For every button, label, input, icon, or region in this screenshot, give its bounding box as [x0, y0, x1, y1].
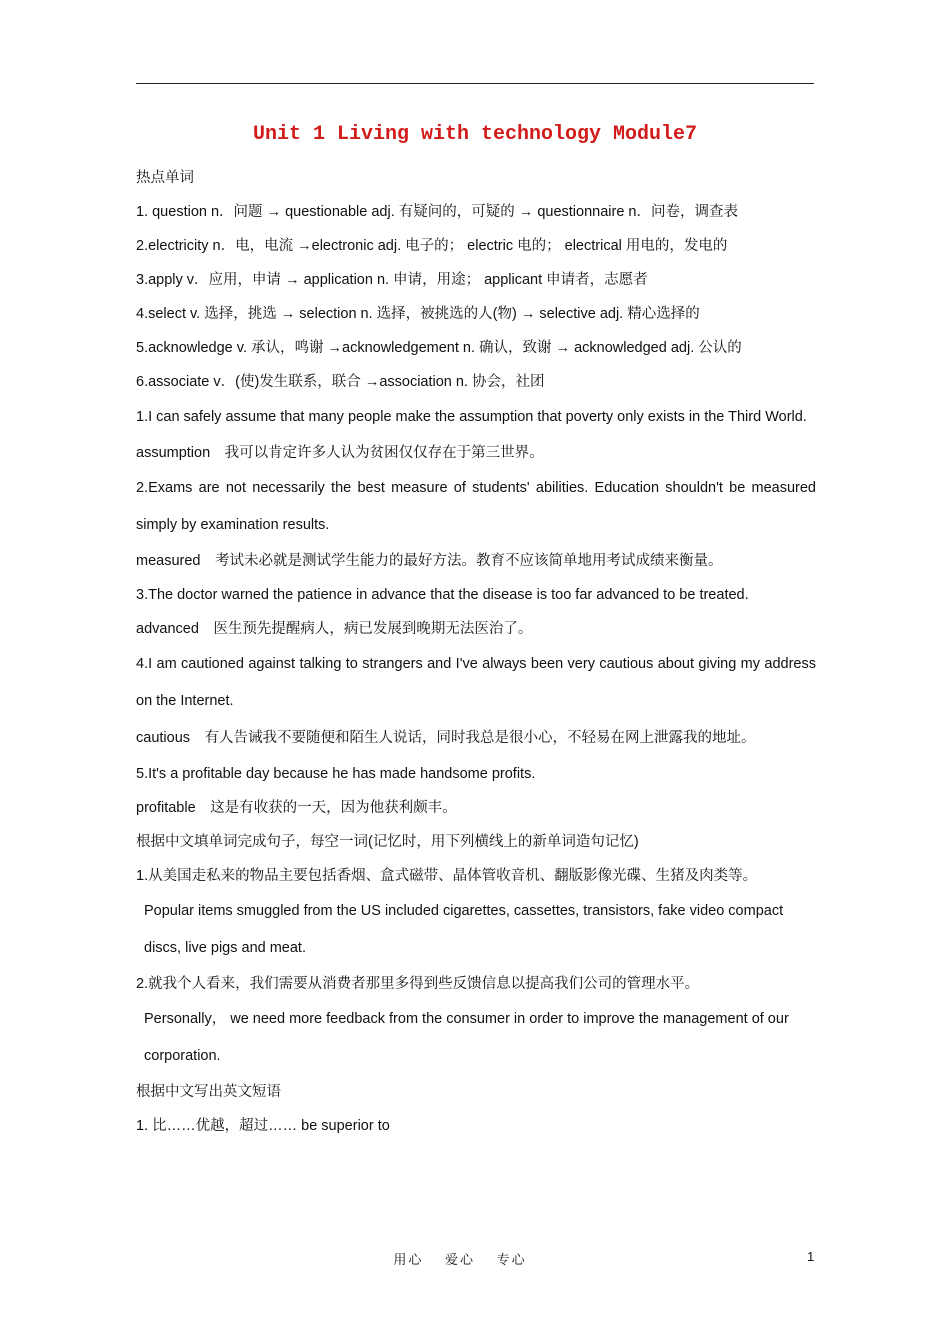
example-answer: assumption 我可以肯定许多人认为贫困仅仅存在于第三世界。 [136, 445, 544, 461]
vocab-item: 4.select v. 选择，挑选 → selection n. 选择，被挑选的人(物) → selective adj. 精心选择的 [136, 306, 700, 322]
phrase-item: 1. 比……优越，超过…… be superior to [136, 1118, 390, 1134]
document-body [136, 161, 816, 1143]
vocab-item: 1. question n．问题 → questionable adj. 有疑问的，可疑的 → questionnaire n．问卷，调查表 [136, 204, 738, 220]
vocab-item: 6.associate v．(使)发生联系，联合 →association n. 协会，社团 [136, 374, 545, 390]
fill-english: Personally， we need more feedback from the consumer in order to improve the management of our corporation. [144, 1011, 789, 1064]
fill-english: Popular items smuggled from the US included cigarettes, cassettes, transistors, fake video compact discs, live pigs and meat. [144, 903, 784, 956]
example-answer: profitable 这是有收获的一天，因为他获利颇丰。 [136, 800, 457, 816]
vocab-item: 5.acknowledge v. 承认，鸣谢 →acknowledgement n. 确认，致谢 → acknowledged adj. 公认的 [136, 340, 742, 356]
section-heading-fill-blank: 根据中文填单词完成句子，每空一词(记忆时，用下列横线上的新单词造句记忆) [136, 834, 639, 850]
example-answer: advanced 医生预先提醒病人，病已发展到晚期无法医治了。 [136, 621, 533, 637]
fill-chinese: 2.就我个人看来，我们需要从消费者那里多得到些反馈信息以提高我们公司的管理水平。 [136, 976, 700, 992]
footer-slogan-word: 爱心 [444, 1252, 475, 1267]
vocab-item: 2.electricity n．电，电流 →electronic adj. 电子的； electric 电的； electrical 用电的，发电的 [136, 238, 728, 254]
footer-slogan-word: 专心 [496, 1252, 527, 1267]
example-sentence: 2.Exams are not necessarily the best measure of students' abilities. Education shouldn't be measured simply by examination results. [136, 480, 816, 533]
footer-slogan-word: 用心 [393, 1252, 424, 1267]
example-sentence: 3.The doctor warned the patience in advance that the disease is too far advanced to be treated. [136, 587, 749, 603]
example-sentence: 1.I can safely assume that many people make the assumption that poverty only exists in the Third World. [136, 409, 807, 425]
page-title: Unit 1 Living with technology Module7 [252, 123, 698, 146]
footer-slogan [0, 1249, 920, 1268]
section-heading-hot-words: 热点单词 [136, 170, 194, 186]
vocab-item: 3.apply v．应用，申请 → application n. 申请，用途； applicant 申请者，志愿者 [136, 272, 648, 288]
section-heading-phrases: 根据中文写出英文短语 [136, 1084, 281, 1100]
example-sentence: 5.It's a profitable day because he has made handsome profits. [136, 766, 536, 782]
example-answer: measured 考试未必就是测试学生能力的最好方法。教育不应该简单地用考试成绩来衡量。 [136, 553, 723, 569]
header-rule [136, 83, 814, 84]
example-answer: cautious 有人告诫我不要随便和陌生人说话，同时我总是很小心，不轻易在网上泄露我的地址。 [136, 730, 756, 746]
fill-chinese: 1.从美国走私来的物品主要包括香烟、盒式磁带、晶体管收音机、翻版影像光碟、生猪及肉类等。 [136, 868, 758, 884]
example-sentence: 4.I am cautioned against talking to strangers and I've always been very cautious about giving my address on the Internet. [136, 656, 816, 709]
page-number: 1 [807, 1249, 815, 1264]
